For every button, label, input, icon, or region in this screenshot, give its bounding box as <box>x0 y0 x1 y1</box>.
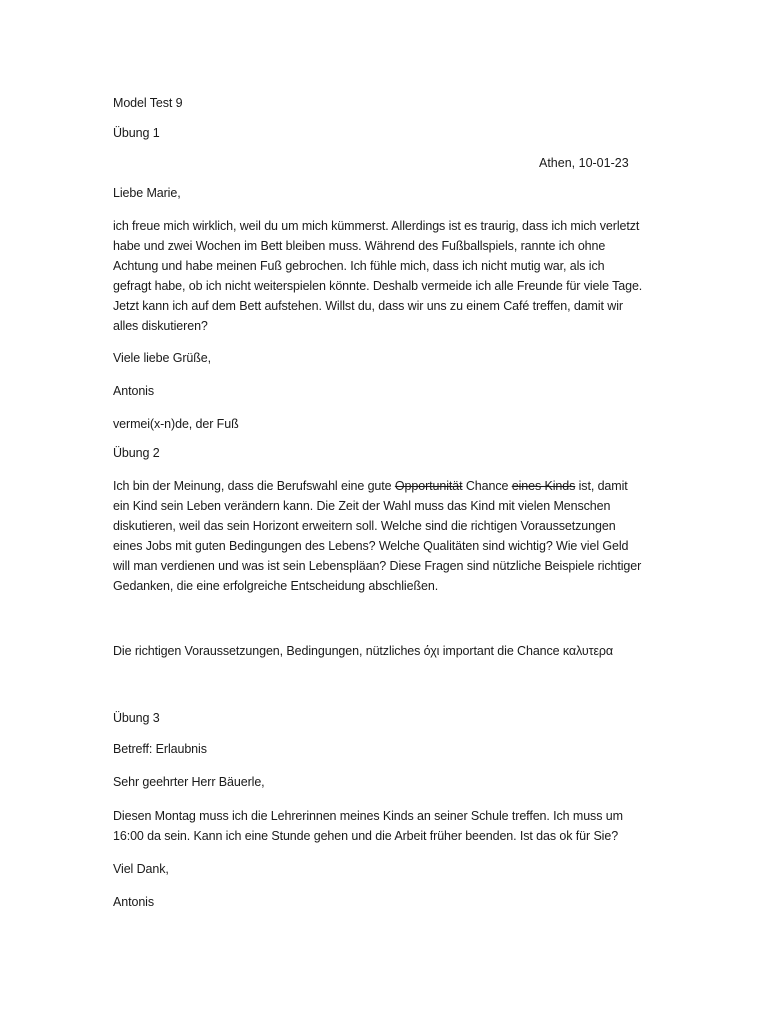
uebung2-notes: Die richtigen Voraussetzungen, Bedingungen, nützliches όχι important die Chance καλυτερα <box>113 644 614 658</box>
letter-closing: Viele liebe Grüße, <box>113 351 212 365</box>
word-chance: Chance <box>462 479 512 493</box>
email-closing: Viel Dank, <box>113 862 169 876</box>
uebung1-heading: Übung 1 <box>113 126 160 140</box>
email-subject: Betreff: Erlaubnis <box>113 742 207 756</box>
essay-text-start: Ich bin der Meinung, dass die Berufswahl eine gute <box>113 479 395 493</box>
email-body: Diesen Montag muss ich die Lehrerinnen meines Kinds an seiner Schule treffen. Ich muss um 16:00 da sein. Kann ich eine Stunde gehen und die Arbeit früher beenden. Ist das ok für Sie? <box>113 809 623 843</box>
letter-body: ich freue mich wirklich, weil du um mich kümmerst. Allerdings ist es traurig, dass ich mich verletzt habe und zwei Wochen im Bett bleiben muss. Während des Fußballspiels, rannte ich ohne Achtung und habe meinen Fuß gebrochen. Ich fühle mich, dass ich nicht mutig war, als ich gefragt habe, ob ich nicht weiterspielen könnte. Deshalb vermeide ich alle Freunde für viele Tage. Jetzt kann ich auf dem Bett aufstehen. Willst du, dass wir uns zu einem Café treffen, damit wir alles diskutieren? <box>113 219 643 333</box>
letter-signature: Antonis <box>113 384 154 398</box>
letter-greeting: Liebe Marie, <box>113 186 181 200</box>
document-title: Model Test 9 <box>113 96 183 110</box>
uebung3-heading: Übung 3 <box>113 711 160 725</box>
essay-text-rest: ist, damit ein Kind sein Leben verändern kann. Die Zeit der Wahl muss das Kind mit vielen Menschen diskutieren, weil das sein Horizont erweitern soll. Welche sind die richtigen Voraussetzungen eines Jobs mit guten Bedingungen des Lebens? Welche Qualitäten sind wichtig? Wie viel Geld will man verdienen und was ist sein Lebenspläan? Diese Fragen sind nützliche Beispiele richtiger Gedanken, die eine erfolgreiche Entscheidung abschließen. <box>113 479 642 593</box>
uebung1-notes: vermei(x-n)de, der Fuß <box>113 417 239 431</box>
struck-words-eines-kinds: eines Kinds <box>511 479 576 493</box>
struck-word-opportunitaet: Opportunität <box>394 479 463 493</box>
essay-body <box>113 476 643 596</box>
email-greeting: Sehr geehrter Herr Bäuerle, <box>113 775 265 789</box>
uebung2-heading: Übung 2 <box>113 446 160 460</box>
email-signature: Antonis <box>113 895 154 909</box>
letter-date: Athen, 10-01-23 <box>539 156 629 170</box>
